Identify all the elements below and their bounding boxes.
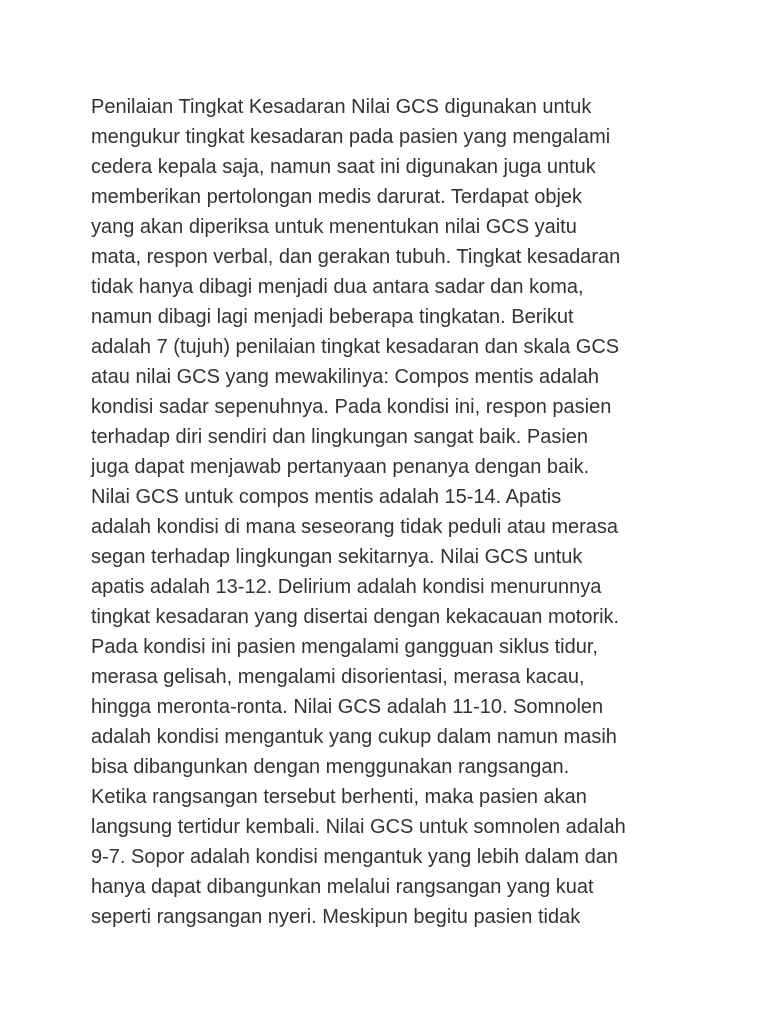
text-line: memberikan pertolongan medis darurat. Terdapat objek (91, 186, 583, 208)
text-line: atau nilai GCS yang mewakilinya: Compos mentis adalah (91, 366, 600, 388)
text-line: segan terhadap lingkungan sekitarnya. Nilai GCS untuk (91, 546, 583, 568)
text-line: bisa dibangunkan dengan menggunakan rangsangan. (91, 756, 570, 778)
text-line: langsung tertidur kembali. Nilai GCS untuk somnolen adalah (91, 816, 626, 838)
text-line: tingkat kesadaran yang disertai dengan kekacauan motorik. (91, 606, 620, 628)
text-line: hanya dapat dibangunkan melalui rangsangan yang kuat (91, 876, 594, 898)
text-line: merasa gelisah, mengalami disorientasi, merasa kacau, (91, 666, 585, 688)
text-line: terhadap diri sendiri dan lingkungan sangat baik. Pasien (91, 426, 589, 448)
body-paragraph (91, 92, 691, 932)
text-line: mata, respon verbal, dan gerakan tubuh. Tingkat kesadaran (91, 246, 621, 268)
text-line: Penilaian Tingkat Kesadaran Nilai GCS digunakan untuk (91, 96, 592, 118)
text-line: cedera kepala saja, namun saat ini digunakan juga untuk (91, 156, 596, 178)
text-line: tidak hanya dibagi menjadi dua antara sadar dan koma, (91, 276, 584, 298)
text-line: hingga meronta-ronta. Nilai GCS adalah 11-10. Somnolen (91, 696, 604, 718)
text-line: Nilai GCS untuk compos mentis adalah 15-14. Apatis (91, 486, 562, 508)
text-line: yang akan diperiksa untuk menentukan nilai GCS yaitu (91, 216, 577, 238)
text-line: Ketika rangsangan tersebut berhenti, maka pasien akan (91, 786, 587, 808)
text-line: namun dibagi lagi menjadi beberapa tingkatan. Berikut (91, 306, 574, 328)
text-line: mengukur tingkat kesadaran pada pasien yang mengalami (91, 126, 611, 148)
text-line: adalah 7 (tujuh) penilaian tingkat kesadaran dan skala GCS (91, 336, 620, 358)
text-line: apatis adalah 13-12. Delirium adalah kondisi menurunnya (91, 576, 602, 598)
text-line: seperti rangsangan nyeri. Meskipun begitu pasien tidak (91, 906, 581, 928)
text-line: Pada kondisi ini pasien mengalami gangguan siklus tidur, (91, 636, 598, 658)
text-line: adalah kondisi di mana seseorang tidak peduli atau merasa (91, 516, 619, 538)
text-line: kondisi sadar sepenuhnya. Pada kondisi ini, respon pasien (91, 396, 612, 418)
text-line: adalah kondisi mengantuk yang cukup dalam namun masih (91, 726, 617, 748)
text-line: juga dapat menjawab pertanyaan penanya dengan baik. (91, 456, 590, 478)
text-line: 9-7. Sopor adalah kondisi mengantuk yang lebih dalam dan (91, 846, 619, 868)
